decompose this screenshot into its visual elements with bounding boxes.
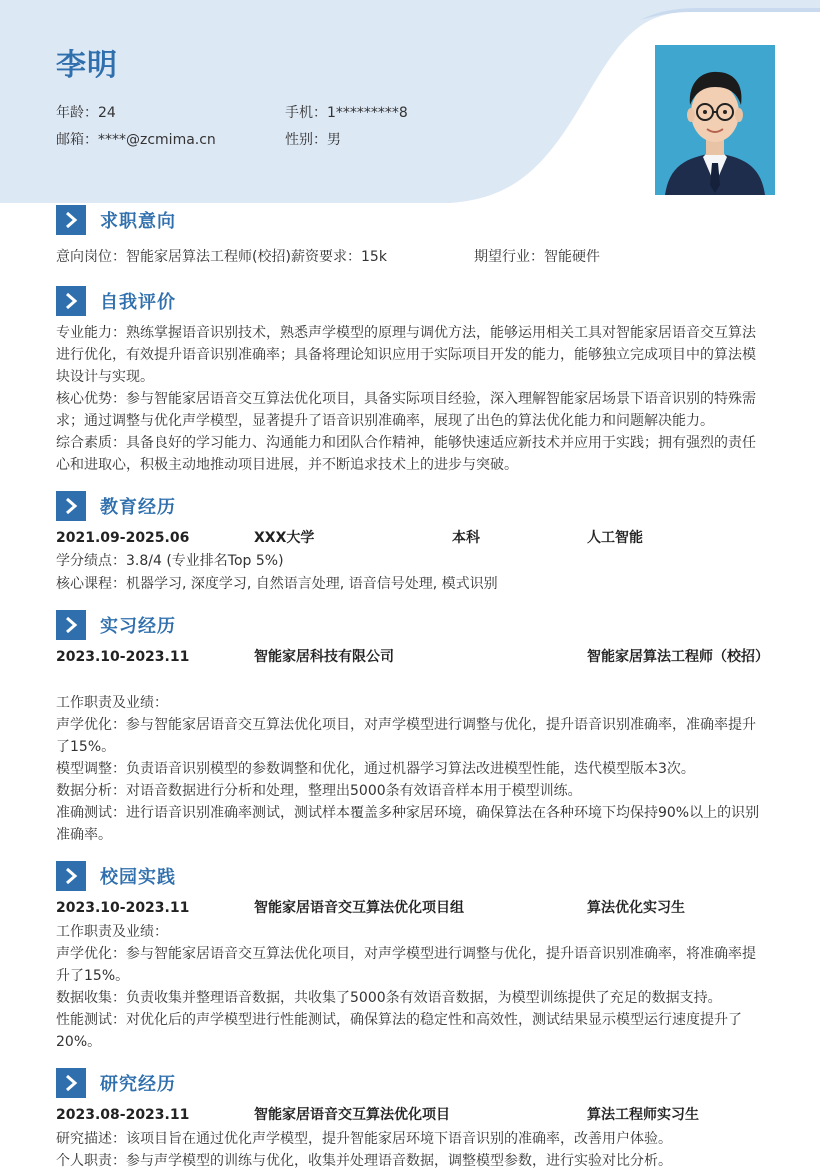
internship-period: 2023.10-2023.11 [56,649,190,665]
self-eval-professional: 专业能力：熟练掌握语音识别技术，熟悉声学模型的原理与调优方法，能够运用相关工具对智能家居语音交互算法进行优化，有效提升语音识别准确率；具备将理论知识应用于实际项目开发的能力，能够独立完成项目中的算法模块设计与实现。 [56,325,756,385]
internship-duty-data: 数据分析：对语音数据进行分析和处理，整理出5000条有效语音样本用于模型训练。 [56,783,582,799]
campus-period: 2023.10-2023.11 [56,900,190,916]
chevron-right-icon [56,286,86,316]
section-self-eval [56,286,176,316]
section-title: 自我评价 [100,292,176,313]
intent-industry: 期望行业：智能硬件 [474,249,600,265]
internship-duties-label: 工作职责及业绩： [56,695,168,711]
education-period: 2021.09-2025.06 [56,530,190,546]
section-campus [56,861,176,891]
age-field: 年龄：24 [56,105,116,121]
self-eval-core: 核心优势：参与智能家居语音交互算法优化项目，具备实际项目经验，深入理解智能家居场景下语音识别的特殊需求；通过调整与优化声学模型，显著提升了语音识别准确率，展现了出色的算法优化能力和问题解决能力。 [56,391,756,429]
research-role: 算法工程师实习生 [587,1107,699,1123]
chevron-right-icon [56,861,86,891]
research-duty: 个人职责：参与声学模型的训练与优化，收集并处理语音数据，调整模型参数，进行实验对比分析。 [56,1153,672,1169]
section-title: 求职意向 [100,211,176,232]
section-education [56,491,176,521]
section-title: 研究经历 [100,1074,176,1095]
research-project: 智能家居语音交互算法优化项目 [254,1107,450,1123]
campus-org: 智能家居语音交互算法优化项目组 [254,900,464,916]
internship-duty-test: 准确测试：进行语音识别准确率测试，测试样本覆盖多种家居环境，确保算法在各种环境下均保持90%以上的识别准确率。 [56,805,760,843]
research-period: 2023.08-2023.11 [56,1107,190,1123]
section-research [56,1068,176,1098]
section-internship [56,610,176,640]
chevron-right-icon [56,1068,86,1098]
intent-salary: 薪资要求：15k [291,249,387,265]
chevron-right-icon [56,610,86,640]
candidate-name: 李明 [56,48,118,83]
campus-duty-data: 数据收集：负责收集并整理语音数据，共收集了5000条有效语音数据，为模型训练提供了充足的数据支持。 [56,990,722,1006]
internship-company: 智能家居科技有限公司 [254,649,394,665]
campus-role: 算法优化实习生 [587,900,685,916]
phone-field: 手机：1*********8 [285,105,408,121]
internship-row [56,646,768,690]
email-field: 邮箱：****@zcmima.cn [56,132,216,148]
campus-duty-perf: 性能测试：对优化后的声学模型进行性能测试，确保算法的稳定性和高效性，测试结果显示模型运行速度提升了20%。 [56,1012,742,1050]
education-courses: 核心课程：机器学习, 深度学习, 自然语言处理, 语音信号处理, 模式识别 [56,576,498,592]
section-title: 实习经历 [100,616,176,637]
section-intent [56,205,176,235]
education-degree: 本科 [452,530,480,546]
section-title: 教育经历 [100,497,176,518]
education-school: XXX大学 [254,530,315,546]
education-gpa: 学分绩点：3.8/4 (专业排名Top 5%) [56,553,284,569]
section-title: 校园实践 [100,867,176,888]
internship-duty-model: 模型调整：负责语音识别模型的参数调整和优化，通过机器学习算法改进模型性能，迭代模型版本3次。 [56,761,695,777]
research-description: 研究描述：该项目旨在通过优化声学模型，提升智能家居环境下语音识别的准确率，改善用户体验。 [56,1131,672,1147]
campus-duty-acoustic: 声学优化：参与智能家居语音交互算法优化项目，对声学模型进行调整与优化，提升语音识别准确率，将准确率提升了15%。 [56,946,756,984]
profile-photo [655,45,775,195]
self-eval-overall: 综合素质：具备良好的学习能力、沟通能力和团队合作精神，能够快速适应新技术并应用于实践；拥有强烈的责任心和进取心，积极主动地推动项目进展，并不断追求技术上的进步与突破。 [56,435,756,473]
chevron-right-icon [56,205,86,235]
chevron-right-icon [56,491,86,521]
internship-role: 智能家居算法工程师（校招） [587,649,769,665]
internship-duty-acoustic: 声学优化：参与智能家居语音交互算法优化项目，对声学模型进行调整与优化，提升语音识别准确率，准确率提升了15%。 [56,717,756,755]
person-photo-icon [655,45,775,195]
intent-position: 意向岗位：智能家居算法工程师(校招) [56,249,291,265]
gender-field: 性别：男 [285,132,341,148]
education-major: 人工智能 [587,530,643,546]
campus-duties-label: 工作职责及业绩： [56,924,168,940]
